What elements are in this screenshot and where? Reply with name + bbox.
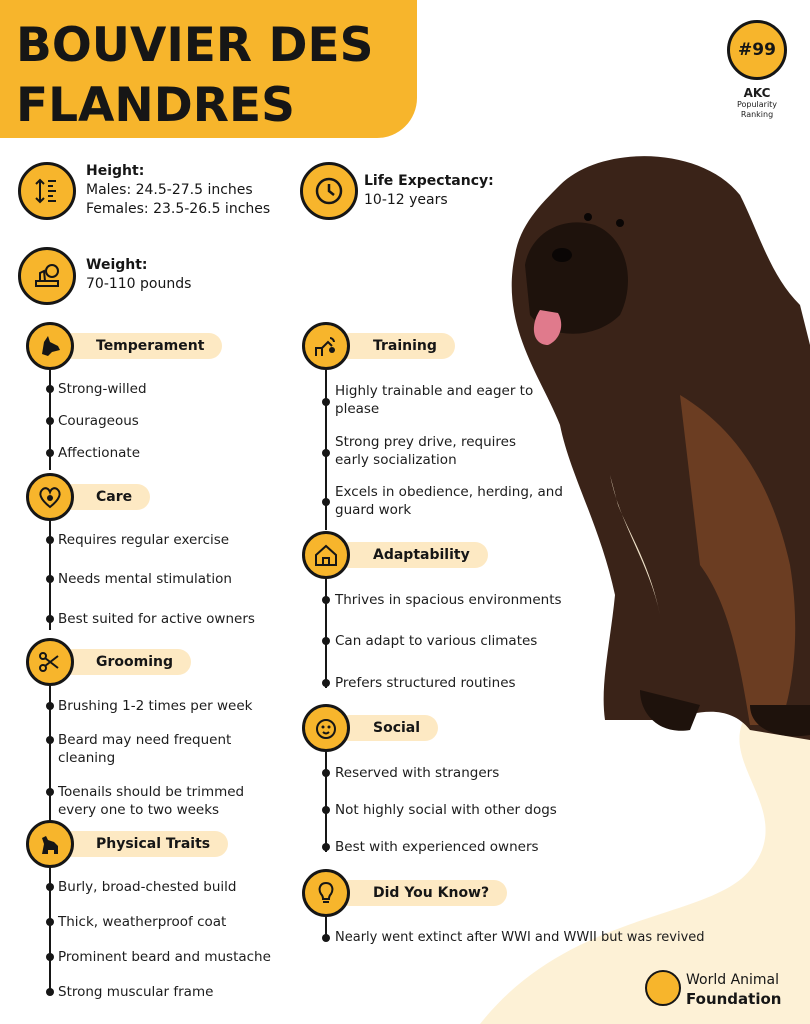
ruler-icon	[18, 162, 76, 220]
bullet	[322, 596, 330, 604]
bullet	[322, 934, 330, 942]
ranking-badge: #99	[727, 20, 787, 80]
timeline-line	[325, 752, 327, 852]
care-item: Requires regular exercise	[58, 532, 230, 548]
dog-head-icon	[26, 322, 74, 370]
did-you-know-item: Nearly went extinct after WWI and WWII but was revived	[335, 930, 705, 945]
social-item: Reserved with strangers	[335, 765, 500, 781]
bullet	[46, 536, 54, 544]
bullet	[46, 883, 54, 891]
bullet	[46, 449, 54, 457]
bullet	[46, 702, 54, 710]
section-title-social: Social	[337, 715, 438, 741]
agility-icon	[302, 322, 350, 370]
page-title-line1: BOUVIER DES	[16, 18, 374, 73]
bullet	[322, 449, 330, 457]
temperament-item: Strong-willed	[58, 381, 147, 397]
grooming-item: Beard may need frequent cleaning	[58, 732, 232, 766]
bullet	[322, 679, 330, 687]
dog-face-heart-icon	[302, 704, 350, 752]
section-title-physical-traits: Physical Traits	[60, 831, 228, 857]
footer-logo-line1: World Animal	[686, 972, 780, 988]
height-label: Height:	[86, 163, 145, 179]
bullet	[322, 806, 330, 814]
training-item: Excels in obedience, herding, and guard work	[335, 484, 563, 518]
adaptability-item: Prefers structured routines	[335, 675, 516, 691]
section-title-care: Care	[60, 484, 150, 510]
section-title-temperament: Temperament	[60, 333, 222, 359]
bullet	[46, 736, 54, 744]
social-item: Not highly social with other dogs	[335, 802, 557, 818]
bullet	[46, 918, 54, 926]
heart-paw-icon	[26, 473, 74, 521]
height-value-females: Females: 23.5-26.5 inches	[86, 201, 271, 217]
physical-traits-item: Strong muscular frame	[58, 984, 214, 1000]
training-item: Strong prey drive, requires early socialization	[335, 434, 516, 468]
paw-logo-icon	[645, 970, 681, 1006]
height-value-males: Males: 24.5-27.5 inches	[86, 182, 253, 198]
care-item: Needs mental stimulation	[58, 571, 232, 587]
scale-icon	[18, 247, 76, 305]
timeline-line	[325, 578, 327, 688]
adaptability-item: Can adapt to various climates	[335, 633, 538, 649]
physical-traits-item: Thick, weatherproof coat	[58, 914, 227, 930]
grooming-item: Brushing 1-2 times per week	[58, 698, 253, 714]
bullet	[46, 575, 54, 583]
weight-value: 70-110 pounds	[86, 276, 192, 292]
section-title-adaptability: Adaptability	[337, 542, 488, 568]
physical-traits-item: Burly, broad-chested build	[58, 879, 237, 895]
training-item: Highly trainable and eager to please	[335, 383, 534, 417]
temperament-item: Affectionate	[58, 445, 140, 461]
bullet	[46, 953, 54, 961]
bullet	[322, 498, 330, 506]
bullet	[46, 988, 54, 996]
clock-icon	[300, 162, 358, 220]
page-title-line2: FLANDRES	[16, 78, 295, 133]
bullet	[322, 769, 330, 777]
dog-illustration	[500, 145, 810, 740]
life-expectancy-value: 10-12 years	[364, 192, 448, 208]
bullet	[46, 417, 54, 425]
temperament-item: Courageous	[58, 413, 139, 429]
bullet	[322, 637, 330, 645]
bullet	[46, 788, 54, 796]
bullet	[322, 398, 330, 406]
ranking-subtitle-line1: Popularity	[736, 100, 778, 109]
adaptability-item: Thrives in spacious environments	[335, 592, 562, 608]
ranking-org: AKC	[743, 86, 771, 100]
ranking-subtitle-line2: Ranking	[740, 110, 774, 119]
physical-traits-item: Prominent beard and mustache	[58, 949, 271, 965]
life-expectancy-label: Life Expectancy:	[364, 173, 494, 189]
bullet	[46, 385, 54, 393]
care-item: Best suited for active owners	[58, 611, 255, 627]
dog-house-icon	[302, 531, 350, 579]
dog-silhouette-icon	[26, 820, 74, 868]
weight-label: Weight:	[86, 257, 148, 273]
lightbulb-icon	[302, 869, 350, 917]
section-title-did-you-know: Did You Know?	[337, 880, 507, 906]
section-title-grooming: Grooming	[60, 649, 191, 675]
section-title-training: Training	[337, 333, 455, 359]
social-item: Best with experienced owners	[335, 839, 539, 855]
bullet	[322, 843, 330, 851]
footer-logo-line2: Foundation	[686, 990, 782, 1008]
bullet	[46, 615, 54, 623]
grooming-item: Toenails should be trimmed every one to two weeks	[58, 784, 245, 818]
scissors-comb-icon	[26, 638, 74, 686]
ranking-subtitle	[717, 100, 797, 120]
